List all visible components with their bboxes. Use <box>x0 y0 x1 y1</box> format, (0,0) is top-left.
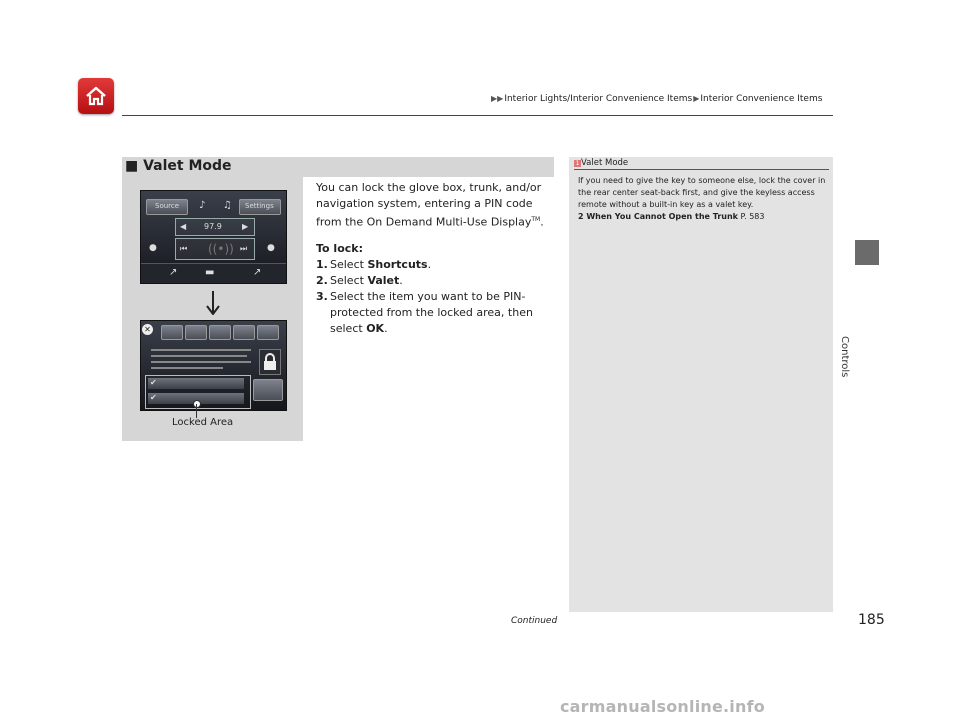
text-line <box>151 367 223 369</box>
to-lock-heading: To lock: <box>316 241 363 255</box>
breadcrumb <box>490 94 822 104</box>
radio-wave-icon: ((•)) <box>208 242 234 256</box>
seek-left-icon: ◀ <box>180 222 187 231</box>
callout-label: Locked Area <box>172 417 234 428</box>
settings-label: Settings <box>245 202 274 210</box>
down-arrow-icon <box>206 291 220 315</box>
section-title: ■ Valet Mode <box>125 158 232 174</box>
playback-box <box>175 238 255 260</box>
skip-forward-icon: ⏭ <box>240 244 248 253</box>
intro-paragraph: You can lock the glove box, trunk, and/or navigation system, entering a PIN code from the On Demand Multi-Use Display™. <box>316 181 544 229</box>
notes-divider <box>574 169 829 170</box>
text-line <box>151 355 247 357</box>
home-icon <box>84 84 108 108</box>
breadcrumb-arrow-icon: ▶ <box>693 94 700 103</box>
shortcut-icon: ↗ <box>253 267 262 278</box>
music-note-icon: ♪ <box>199 200 206 211</box>
continued-label: Continued <box>511 616 558 626</box>
step-item: 3. Select the item you want to be PIN-protected from the locked area, then select OK. <box>316 289 533 335</box>
callout-line <box>196 404 197 418</box>
notes-text: If you need to give the key to someone else, lock the cover in the rear center seat-back first, and give the keyless access remote without a built-in key as a valet key. <box>578 176 826 209</box>
body-text <box>316 180 556 337</box>
music-note-icon: ♫ <box>223 200 232 211</box>
display-screen-valet <box>140 320 287 411</box>
step-item: 2. Select Valet. <box>316 273 403 287</box>
notes-panel <box>569 157 833 612</box>
checkmark-icon: ✔ <box>150 393 157 402</box>
source-label: Source <box>155 202 180 210</box>
callout-marker <box>193 400 201 408</box>
tab-row <box>161 325 281 339</box>
station-box <box>175 218 255 236</box>
cross-reference-link[interactable]: 2 When You Cannot Open the Trunk P. 583 <box>578 212 765 221</box>
power-icon: ● <box>149 243 157 253</box>
notes-body <box>578 175 826 223</box>
breadcrumb-item[interactable]: Interior Convenience Items <box>700 94 823 104</box>
home-tab-button[interactable] <box>78 78 114 114</box>
tab <box>233 325 255 340</box>
chapter-tab-marker[interactable] <box>855 240 879 265</box>
notes-marker-icon: 1 <box>575 160 580 167</box>
display-screen-home <box>140 190 287 284</box>
station-frequency: 97.9 <box>204 222 222 231</box>
tab <box>257 325 279 340</box>
watermark: carmanualsonline.info <box>560 697 765 716</box>
close-icon: ✕ <box>142 324 153 335</box>
shortcut-icon: ↗ <box>169 267 178 278</box>
chapter-tab-label: Controls <box>839 336 850 378</box>
breadcrumb-arrow-icon: ▶▶ <box>491 94 504 103</box>
skip-back-icon: ⏮ <box>180 244 188 253</box>
page-number: 185 <box>858 612 885 628</box>
locked-item <box>148 378 244 389</box>
breadcrumb-item[interactable]: Interior Lights/Interior Convenience Items <box>504 94 693 104</box>
checkmark-icon: ✔ <box>150 378 157 387</box>
car-icon: ▬ <box>205 267 215 278</box>
lock-icon <box>259 349 281 375</box>
shortcut-bar <box>141 263 286 283</box>
ok-button <box>253 379 283 401</box>
volume-icon: ● <box>267 243 275 253</box>
text-line <box>151 349 251 351</box>
source-button <box>146 199 188 215</box>
settings-button <box>239 199 281 215</box>
reference-arrow-icon: 2 <box>578 212 587 221</box>
text-line <box>151 361 251 363</box>
tab <box>161 325 183 340</box>
tab <box>209 325 231 340</box>
header-divider <box>122 115 833 116</box>
tab <box>185 325 207 340</box>
seek-right-icon: ▶ <box>242 222 249 231</box>
step-item: 1. Select Shortcuts. <box>316 257 432 271</box>
notes-title: 1 Valet Mode <box>575 158 629 168</box>
